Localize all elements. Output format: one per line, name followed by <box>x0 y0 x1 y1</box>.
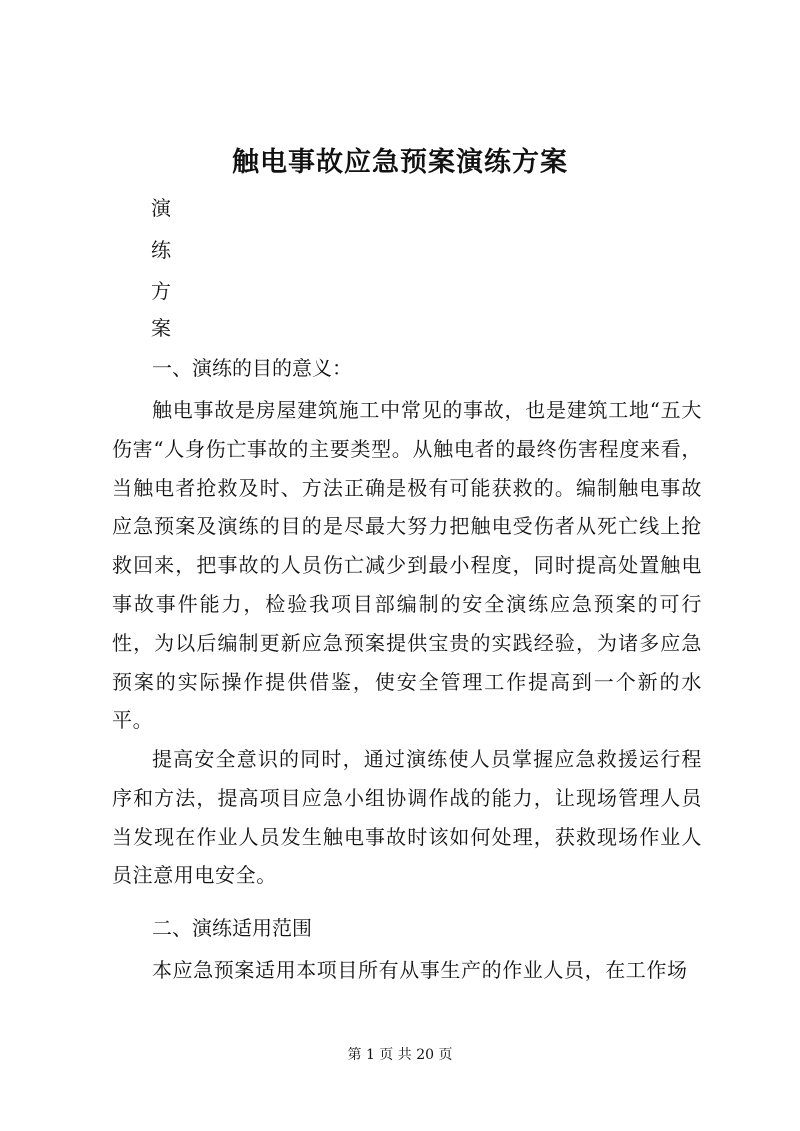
vertical-char-2: 练 <box>151 238 171 262</box>
section-heading-purpose: 一、演练的目的意义： <box>152 356 352 380</box>
vertical-char-1: 演 <box>151 196 171 220</box>
document-title: 触电事故应急预案演练方案 <box>232 147 568 178</box>
paragraph-scope: 本应急预案适用本项目所有从事生产的作业人员，在工作场 <box>152 958 688 982</box>
paragraph-purpose: 触电事故是房屋建筑施工中常见的事故，也是建筑工地“五大伤害“人身伤亡事故的主要类型。从触电者的最终伤害程度来看，当触电者抢救及时、方法正确是极有可能获救的。编制触电事故应急预案及演练的目的是尽最大努力把触电受伤者从死亡线上抢救回来，把事故的人员伤亡减少到最小程度，同时提高处置触电事故事件能力，检验我项目部编制的安全演练应急预案的可行性，为以后编制更新应急预案提供宝贵的实践经验，为诸多应急预案的实际操作提供借鉴，使安全管理工作提高到一个新的水平。 <box>112 398 702 733</box>
section-heading-scope: 二、演练适用范围 <box>152 916 312 940</box>
page-footer: 第 1 页 共 20 页 <box>347 1047 453 1063</box>
vertical-char-4: 案 <box>151 316 171 340</box>
vertical-char-3: 方 <box>151 279 171 303</box>
paragraph-safety-awareness: 提高安全意识的同时，通过演练使人员掌握应急救援运行程序和方法，提高项目应急小组协调作战的能力，让现场管理人员当发现在作业人员发生触电事故时该如何处理，获救现场作业人员注意用电安全。 <box>112 747 702 888</box>
